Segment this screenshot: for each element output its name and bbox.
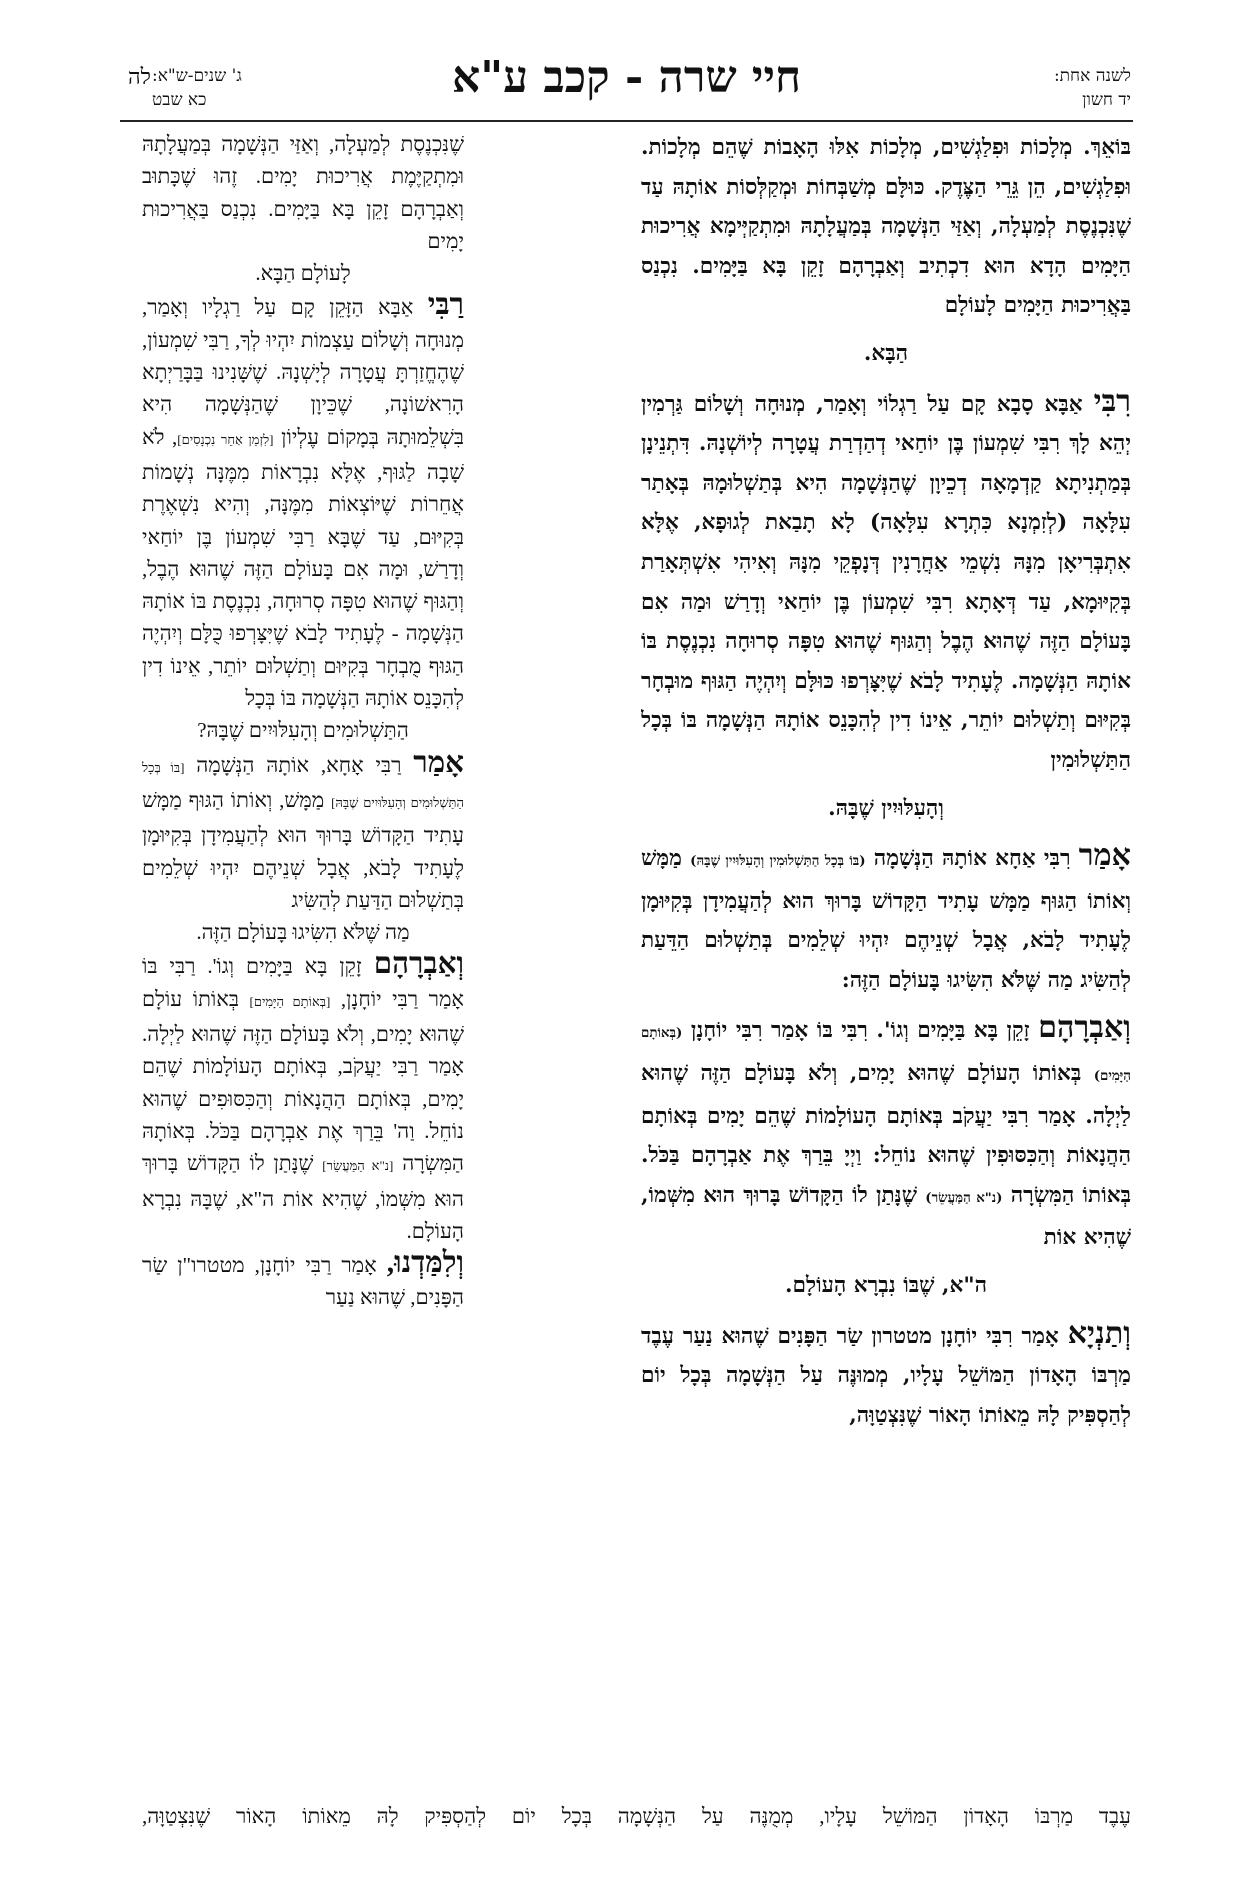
paragraph — [142, 289, 464, 714]
opening-word: וְאַבְרָהָם — [373, 948, 464, 981]
header-three-years-label: ג' שנים-ש"א: — [152, 66, 242, 86]
gloss-note: (בּוֹ בְּכָל הַתַּשְׁלוּמִין וְהָעִלּוּיִין שֶׁבָּהּ) — [690, 853, 866, 870]
paragraph-text: בְּאוֹתוֹ הָעוֹלָם שֶׁהוּא יָמִים, וְלֹא בָּעוֹלָם הַזֶּה שֶׁהוּא לַיְלָה. אָמַר רִבִּי יַעֲקֹב בְּאוֹתָם הָעוֹלָמוֹת שֶׁהֵם יָמִים בְּאוֹתָם הַהֲנָאוֹת וְהַכִּסּוּפִין שֶׁהוּא נוֹחֵל: וַיְיָ בֵּרַךְ אֶת אַבְרָהָם בַּכֹּל. בְּאוֹתוֹ הַמִּשְׂרָה — [641, 1061, 1131, 1208]
opening-word: וְלִמַּדְנוּ, — [386, 1247, 464, 1280]
paragraph-text: , לֹא שָׁבָה לַגּוּף, אֶלָּא נִבְרָאוֹת מִמֶּנָּה נְשָׁמוֹת אֲחֵרוֹת שֶׁיּוֹצְאוֹת מִמֶּנָּה, וְהִיא נִשְׁאֶרֶת בְּקִיּוּם, עַד שֶׁבָּא רַבִּי שִׁמְעוֹן בֶּן יוֹחַאי וְדָרַשׁ, וּמָה אִם בָּעוֹלָם הַזֶּה שֶׁהוּא הֶבֶל, וְהַגּוּף שֶׁהוּא טִפָּה סְרוּחָה, נִכְנֶסֶת בּוֹ אוֹתָהּ הַנְּשָׁמָה - לֶעָתִיד לָבֹא שֶׁיִּצָּרְפוּ כֻּלָּם וְיִהְיֶה הַגּוּף מֻבְחָר בְּקִיּוּם וְתַשְׁלוּם יוֹתֵר, אֵינוֹ דִין לְהִכָּנֵס אוֹתָהּ הַנְּשָׁמָה בּוֹ בְּכָל — [142, 424, 464, 711]
paragraph-text: זָקֵן בָּא בַּיָּמִים וְגוֹ'. רַבִּי בּוֹ אָמַר רַבִּי יוֹחָנָן, — [142, 954, 464, 1011]
paragraph — [142, 128, 464, 257]
page-number: לה — [128, 65, 151, 90]
paragraph-text: בְּאוֹתוֹ עוֹלָם שֶׁהוּא יָמִים, וְלֹא בָּעוֹלָם הַזֶּה שֶׁהוּא לַיְלָה. אָמַר רַבִּי יַעֲקֹב, בְּאוֹתָם הָעוֹלָמוֹת שֶׁהֵם יָמִים, בְּאוֹתָם הַהֲנָאוֹת וְהַכִּסּוּפִים שֶׁהוּא נוֹחֵל. וַה' בֵּרַךְ אֶת אַבְרָהָם בַּכֹּל. בְּאוֹתָהּ הַמִּשְׂרָה — [142, 986, 464, 1176]
gloss-note: (בְּאוֹתָם הַיָּמִים) — [641, 1025, 1131, 1085]
paragraph — [641, 128, 1131, 326]
paragraph-text: הַבָּא. — [863, 340, 909, 366]
paragraph-text: בּוֹאֵךְ. מְלָכוֹת וּפִלַגְשִׁים, מְלָכוֹת אִלּוּ הָאָבוֹת שֶׁהֵם מְלָכוֹת. וּפִלַגְשִׁים, הֵן גֵּרֵי הַצֶּדֶק. כּוּלָּם מְשַׁבְּחוֹת וּמְקַלְּסוֹת אוֹתָהּ עַד שֶׁנִּכְנֶסֶת לְמַעְלָה, וְאַזַּי הַנְּשָׁמָה בְּמַעֲלָתָהּ וּמִתְקַיְּימָא אֲרִיכוּת הַיָּמִים הָדָא הוּא דִכְתִיב וְאַבְרָהָם זָקֵן בָּא בַּיָּמִים. נִכְנַס בַּאֲרִיכוּת הַיָּמִים לָעוֹלָם — [641, 135, 1131, 319]
opening-word: רַבִּי — [427, 289, 464, 322]
paragraph-text: שֶׁנָּתַן לוֹ הַקָּדוֹשׁ בָּרוּךְ הוּא מִשְּׁמוֹ, שֶׁהִיא אוֹת — [641, 1182, 1131, 1251]
paragraph — [641, 1008, 1131, 1258]
gloss-note: [בּוֹ בְּכָל הַתַּשְׁלוּמִים וְהָעִלּוּיִים שֶׁבָּהּ] — [142, 759, 464, 810]
paragraph-text: וְהָעִלּוּיִין שֶׁבָּהּ. — [828, 795, 944, 821]
bottom-continuation-line: עֶבֶד מַרְבּוֹ הָאָדוֹן הַמּוֹשֵׁל עָלָיו, מְמֻנֶּה עַל הַנְּשָׁמָה בְּכָל יוֹם לְהַסְפִּיק לָהּ מֵאוֹתוֹ הָאוֹר שֶׁנִּצְטַוָּה, — [142, 1804, 1131, 1828]
paragraph — [142, 948, 464, 1247]
paragraph — [142, 1247, 464, 1314]
paragraph-text: אָמַר רִבִּי יוֹחָנָן מטטרון שַׂר הַפָּנִים שֶׁהוּא נַעַר עֶבֶד מַרְבּוֹ הָאָדוֹן הַמּוֹשֵׁל עָלָיו, מְמוּנֶּה עַל הַנְּשָׁמָה בְּכָל יוֹם לְהַסְפִּיק לָהּ מֵאוֹתוֹ הָאוֹר שֶׁנִּצְטַוָּה, — [641, 1323, 1131, 1428]
opening-word: אָמַר — [1078, 838, 1131, 874]
paragraph — [641, 1314, 1131, 1436]
paragraph-text: שֶׁנָּתַן לוֹ הַקָּדוֹשׁ בָּרוּךְ הוּא מִשְּׁמוֹ, שֶׁהִיא אוֹת ה"א, שֶׁבָּהּ נִבְרָא הָעוֹלָם. — [142, 1151, 464, 1243]
aramaic-text-column — [641, 128, 1131, 1788]
paragraph-text: מַמָּשׁ וְאוֹתוֹ הַגּוּף מַמָּשׁ עָתִיד הַקָּדוֹשׁ בָּרוּךְ הוּא לְהַעֲמִידָן בְּקִיּוּמָן לֶעָתִיד לָבֹא, אֲבָל שְׁנֵיהֶם יִהְיוּ שְׁלֵמִים בְּתַשְׁלוּם הַדֵּעַת לְהַשִּׂיג מַה שֶּׁלֹּא הִשִּׂיגוּ בָּעוֹלָם הַזֶּה: — [641, 846, 1131, 993]
header-three-years-date: כא שבט — [152, 90, 207, 110]
paragraph-text: אַבָּא הַזָּקֵן קָם עַל רַגְלָיו וְאָמַר, מְנוּחָה וְשָׁלוֹם עַצְמוֹת יִהְיוּ לְךָ, רַבִּי שִׁמְעוֹן, שֶׁהֶחֱזַרְתָּ עֲטָרָה לְיָשְׁנָהּ. שֶׁשָּׁנִינוּ בַּבָּרַיְתָא הָרִאשׁוֹנָה, שֶׁכֵּיוָן שֶׁהַנְּשָׁמָה הִיא בִּשְׁלֵמוּתָהּ בְּמָקוֹם עֶלְיוֹן — [142, 295, 464, 449]
hebrew-translation-column — [142, 128, 464, 1788]
paragraph — [641, 382, 1131, 781]
header-divider — [120, 120, 1133, 122]
paragraph-text: אָמַר רַבִּי יוֹחָנָן, מטטרו"ן שַׂר הַפָּנִים, שֶׁהוּא נַעַר — [142, 1253, 464, 1310]
paragraph-end — [142, 916, 464, 948]
opening-word: רִבִּי — [1093, 383, 1131, 419]
gloss-note: [לִזְמַן אַחֵר נִכְנָסִים] — [177, 431, 274, 447]
paragraph-text: אַבָּא סָבָא קָם עַל רַגְלוֹי וְאָמַר, מְנוּחָה וְשָׁלוֹם גַּרְמִין יְהֵא לָךְ רִבִּי שִׁמְעוֹן בֶּן יוֹחַאי דְהַדְרַת עֲטָרָה לְיוֹשְׁנָהּ. דִּתְנֵינָן בְּמַתְנִיתָא קַדְמָאָה דְכֵיוָן שֶׁהַנְּשָׁמָה הִיא בְּתַשְׁלוּמָהּ בְּאָתַר עִלָּאָה (לְזִמְנָא כִּתְרָא עִלָּאָה) לָא תָבַאת לְגוּפָא, אֶלָּא אִתְבְּרִיאָן מִנָּהּ נִשְׁמֵי אַחֲרָנִין דְּנָפְקֵי מִנָּהּ וְאִיהִי אִשְׁתְּאָרַת בְּקִיּוּמָא, עַד דְּאָתָא רִבִּי שִׁמְעוֹן בֶּן יוֹחַאי וְדָרַשׁ וּמַה אִם בָּעוֹלָם הַזֶּה שֶׁהוּא הֶבֶל וְהַגּוּף שֶׁהוּא טִפָּה סְרוּחָה נִכְנֶסֶת בּוֹ אוֹתָהּ הַנְּשָׁמָה. לֶעָתִיד לָבֹא שֶׁיִּצָּרְפוּ כּוּלָּם וְיִהְיֶה הַגּוּף מוּבְחָר בְּקִיּוּם וְתַשְׁלוּם יוֹתֵר, אֵינוֹ דִין לְהִכָּנֵס אוֹתָהּ הַנְּשָׁמָה בּוֹ בְּכָל הַתַּשְׁלוּמִין — [641, 391, 1131, 773]
paragraph-end — [142, 714, 464, 746]
paragraph-text: מַמָּשׁ, וְאוֹתוֹ הַגּוּף מַמָּשׁ עָתִיד הַקָּדוֹשׁ בָּרוּךְ הוּא לְהַעֲמִידָן בְּקִיּוּמָן לֶעָתִיד לָבֹא, אֲבָל שְׁנֵיהֶם יִהְיוּ שְׁלֵמִים בְּתַשְׁלוּם הַדַּעַת לְהַשִּׂיג — [142, 787, 464, 912]
page-title: חיי שרה - קכב ע"א — [451, 52, 802, 103]
paragraph-end — [142, 257, 464, 289]
paragraph-text: רַבִּי אָחָא, אוֹתָהּ הַנְּשָׁמָה — [196, 752, 414, 777]
gloss-note: (נ"א הַמַּעֲשֵׂר) — [925, 1189, 1003, 1206]
paragraph-text: מַה שֶּׁלֹּא הִשִּׂיגוּ בָּעוֹלָם הַזֶּה. — [196, 920, 410, 945]
paragraph-end — [641, 334, 1131, 374]
opening-word: וְתַנְיָא — [1067, 1315, 1131, 1351]
paragraph-end — [641, 1266, 1131, 1306]
paragraph-text: זָקֵן בָּא בַּיָּמִים וְגוֹ'. רִבִּי בּוֹ אָמַר רִבִּי יוֹחָנָן — [690, 1018, 1039, 1044]
header-one-year-date: יד חשון — [1082, 90, 1131, 110]
paragraph — [641, 836, 1131, 1000]
paragraph-text: ה"א, שֶׁבּוֹ נִבְרָא הָעוֹלָם. — [785, 1273, 987, 1299]
opening-word: אָמַר — [413, 746, 464, 779]
opening-word: וְאַבְרָהָם — [1038, 1010, 1131, 1046]
paragraph-text: רִבִּי אַחָא אוֹתָהּ הַנְּשָׁמָה — [873, 846, 1079, 872]
gloss-note: [בְּאוֹתָם הַיָּמִים] — [249, 993, 331, 1009]
paragraph — [142, 747, 464, 916]
paragraph-end — [641, 789, 1131, 829]
paragraph-text: שֶׁנִּכְנֶסֶת לְמַעְלָה, וְאַזַּי הַנְּשָׁמָה בְּמַעֲלָתָהּ וּמִתְקַיֶּמֶת אֲרִיכוּת יָמִים. זֶהוּ שֶׁכָּתוּב וְאַבְרָהָם זָקֵן בָּא בַּיָּמִים. נִכְנַס בַּאֲרִיכוּת יָמִים — [142, 132, 464, 253]
paragraph-text: לָעוֹלָם הַבָּא. — [255, 261, 351, 286]
gloss-note: [נ"א הַמַּעֲשֵׂר] — [322, 1158, 394, 1174]
paragraph-text: הַתַּשְׁלוּמִים וְהָעִלּוּיִים שֶׁבָּהּ? — [197, 718, 409, 743]
header-one-year-label: לשנה אחת: — [1053, 66, 1131, 86]
